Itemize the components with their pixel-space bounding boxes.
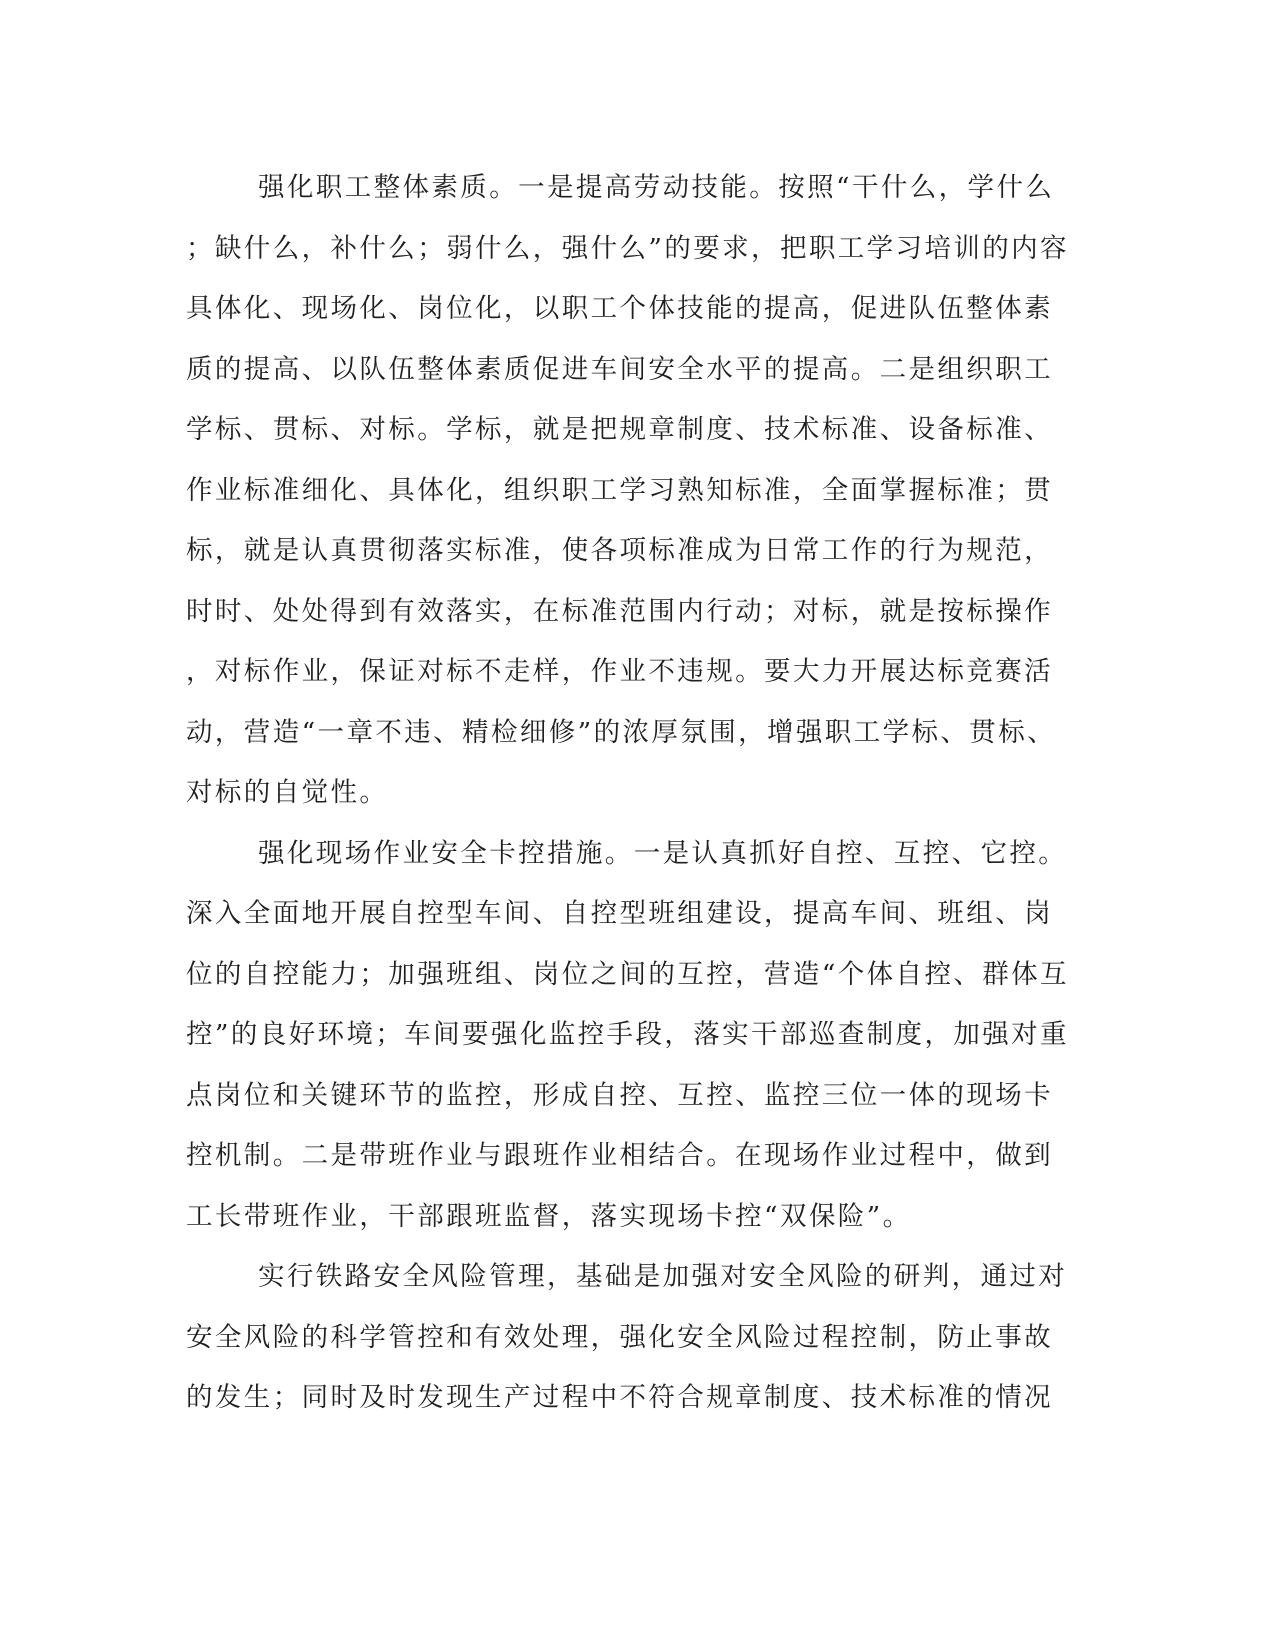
text-line: 控机制。二是带班作业与跟班作业相结合。在现场作业过程中，做到 <box>186 1140 1053 1171</box>
text-line: 安全风险的科学管控和有效处理，强化安全风险过程控制，防止事故 <box>186 1321 1053 1353</box>
text-line: 位的自控能力；加强班组、岗位之间的互控，营造“个体自控、群体互 <box>186 958 1069 990</box>
text-line: 质的提高、以队伍整体素质促进车间安全水平的提高。二是组织职工 <box>186 353 1053 385</box>
text-line: ，对标作业，保证对标不走样，作业不违规。要大力开展达标竞赛活 <box>186 656 1053 687</box>
text-line: 学标、贯标、对标。学标，就是把规章制度、技术标准、设备标准、 <box>186 414 1053 445</box>
text-line: 强化现场作业安全卡控措施。一是认真抓好自控、互控、它控。 <box>258 837 1068 869</box>
text-line: 作业标准细化、具体化，组织职工学习熟知标准，全面掌握标准；贯 <box>186 474 1053 506</box>
text-line: 对标的自觉性。 <box>186 777 389 808</box>
text-line: 实行铁路安全风险管理，基础是加强对安全风险的研判，通过对 <box>258 1261 1068 1292</box>
text-line: ；缺什么，补什么；弱什么，强什么”的要求，把职工学习培训的内容 <box>186 232 1069 264</box>
text-line: 时时、处处得到有效落实，在标准范围内行动；对标，就是按标操作 <box>186 595 1053 627</box>
text-line: 控”的良好环境；车间要强化监控手段，落实干部巡查制度，加强对重 <box>186 1019 1069 1050</box>
text-line: 标，就是认真贯彻落实标准，使各项标准成为日常工作的行为规范， <box>186 535 1053 566</box>
text-line: 强化职工整体素质。一是提高劳动技能。按照“干什么，学什么 <box>258 172 1055 203</box>
text-line: 工长带班作业，干部跟班监督，落实现场卡控“双保险”。 <box>186 1200 912 1232</box>
paragraph-worker-quality <box>186 158 1086 824</box>
text-line: 点岗位和关键环节的监控，形成自控、互控、监控三位一体的现场卡 <box>186 1079 1053 1111</box>
text-line: 具体化、现场化、岗位化，以职工个体技能的提高，促进队伍整体素 <box>186 293 1053 324</box>
paragraph-site-control <box>186 824 1086 1248</box>
text-line: 动，营造“一章不违、精检细修”的浓厚氛围，增强职工学标、贯标、 <box>186 716 1056 748</box>
document-body <box>186 158 1086 1429</box>
paragraph-risk-management <box>186 1247 1086 1429</box>
text-line: 的发生；同时及时发现生产过程中不符合规章制度、技术标准的情况 <box>186 1382 1053 1413</box>
text-line: 深入全面地开展自控型车间、自控型班组建设，提高车间、班组、岗 <box>186 898 1053 929</box>
